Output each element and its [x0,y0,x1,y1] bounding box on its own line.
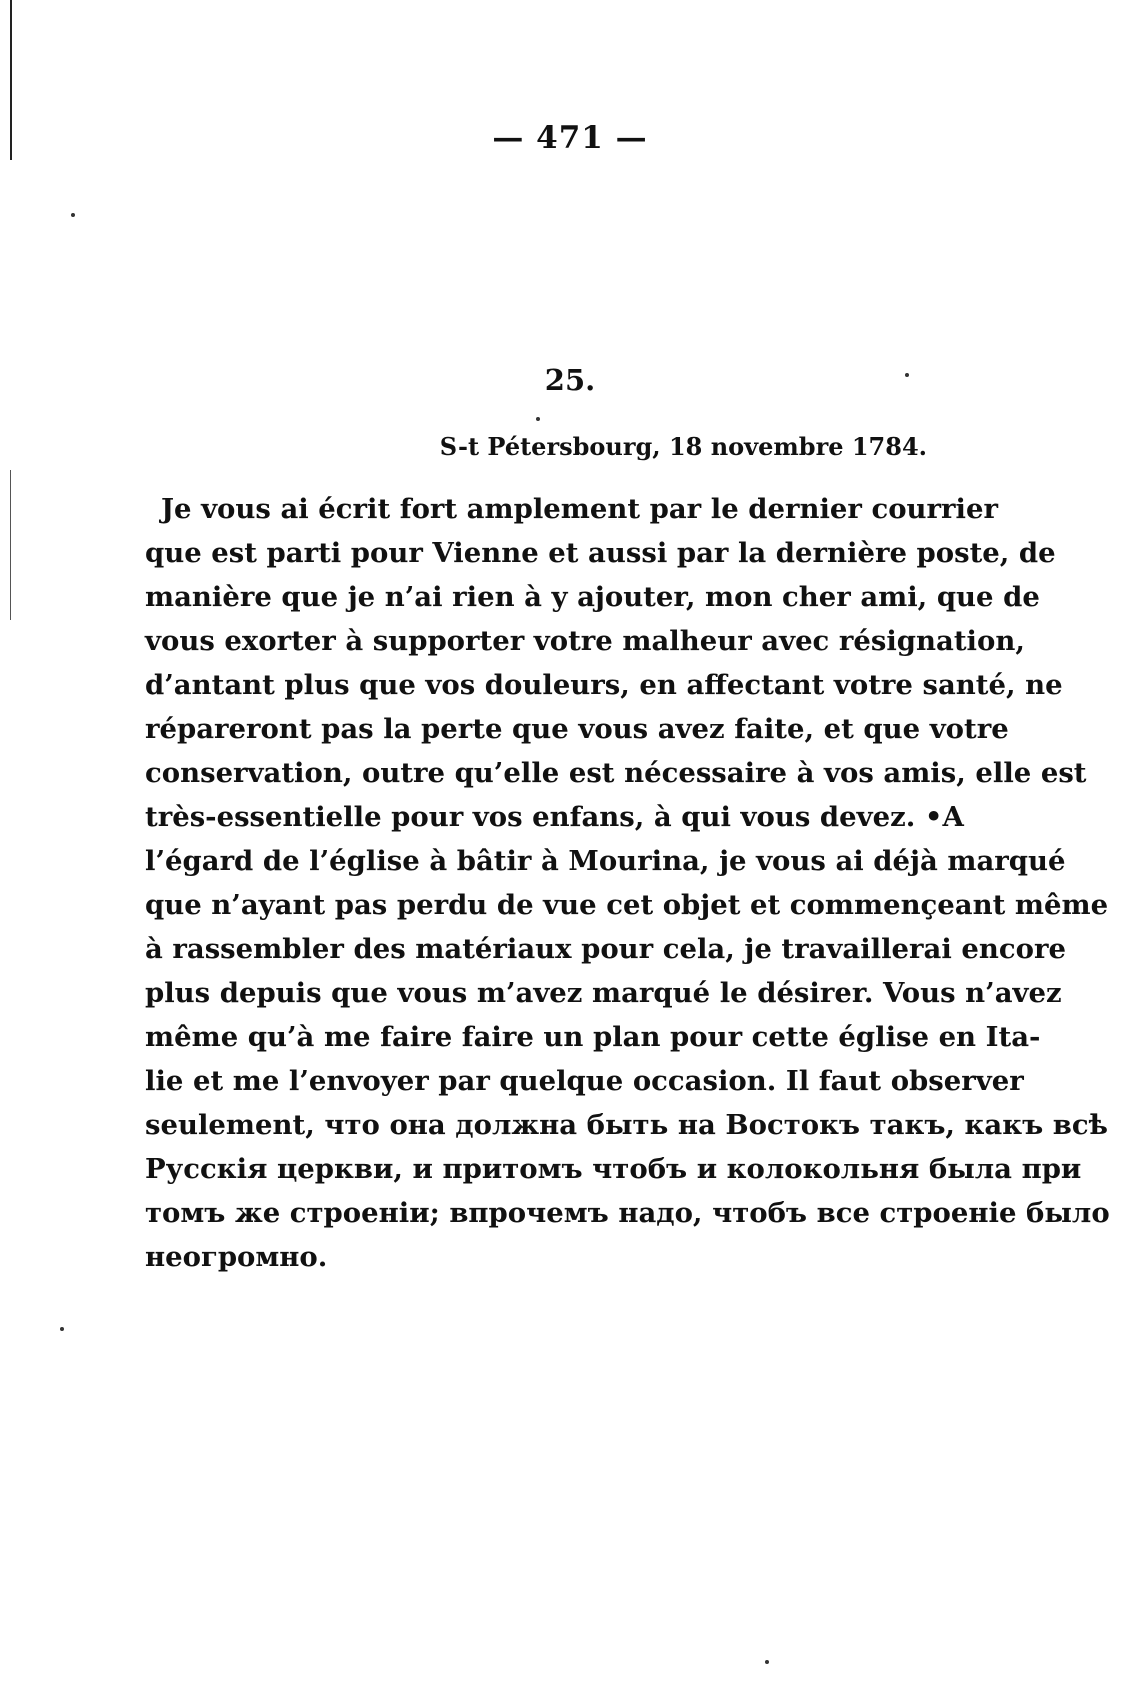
letter-number: 25. [544,363,596,397]
body-line: répareront pas la perte que vous avez faite, et que votre [145,713,1009,745]
body-line: conservation, outre qu’elle est nécessaire à vos amis, elle est [145,757,1087,789]
dateline: S-t Pétersbourg, 18 novembre 1784. [439,432,927,461]
body-line: Русскія церкви, и притомъ чтобъ и колокольня была при [145,1153,1082,1185]
scan-speck [71,213,75,217]
scan-edge-mark [10,470,11,620]
body-line: plus depuis que vous m’avez marqué le désirer. Vous n’avez [145,977,1062,1009]
body-line: seulement, что она должна быть на Востокъ такъ, какъ всѣ [145,1109,1108,1141]
body-line: vous exorter à supporter votre malheur avec résignation, [145,625,1025,657]
scan-speck [765,1660,769,1664]
body-line: très-essentielle pour vos enfans, à qui vous devez. •A [145,801,964,833]
body-line: Je vous ai écrit fort amplement par le dernier courrier [161,493,998,525]
letter-body [145,487,1110,1279]
page-number: — 471 — [492,120,648,156]
body-line: que n’ayant pas perdu de vue cet objet et commençeant même [145,889,1109,921]
body-line: d’antant plus que vos douleurs, en affectant votre santé, ne [145,669,1063,701]
body-line: à rassembler des matériaux pour cela, je travaillerai encore [145,933,1066,965]
body-line: l’égard de l’église à bâtir à Mourina, je vous ai déjà marqué [145,845,1066,877]
body-line: que est parti pour Vienne et aussi par la dernière poste, de [145,537,1056,569]
body-line: lie et me l’envoyer par quelque occasion. Il faut observer [145,1065,1024,1097]
body-line: même qu’à me faire faire un plan pour cette église en Ita- [145,1021,1041,1053]
body-line: неогромно. [145,1241,328,1273]
body-line: manière que je n’ai rien à y ajouter, mon cher ami, que de [145,581,1040,613]
body-line: томъ же строеніи; впрочемъ надо, чтобъ все строеніе было [145,1197,1110,1229]
scan-speck [60,1327,64,1331]
scan-speck [536,417,540,421]
